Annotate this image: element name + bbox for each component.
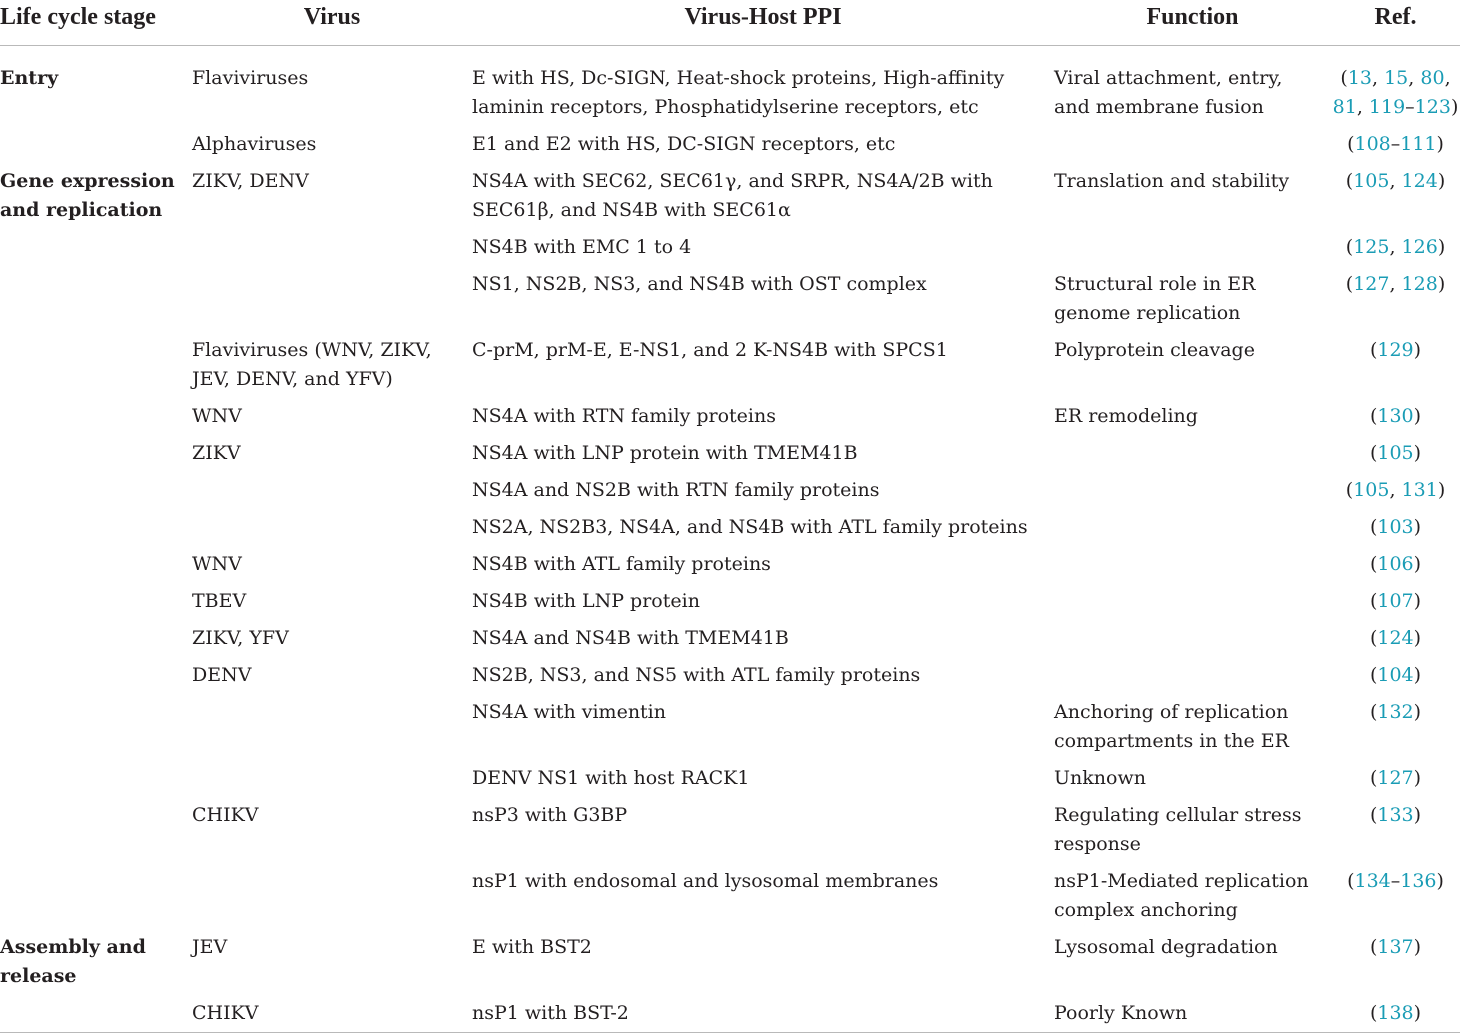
virus-cell: ZIKV, YFV (192, 627, 289, 649)
virus-host-ppi-cell: NS2B, NS3, and NS5 with ATL family proteins (472, 664, 921, 686)
virus-host-ppi-cell: E with HS, Dc-SIGN, Heat-shock proteins, High-affinity laminin receptors, Phosphatidylserine receptors, etc (472, 67, 1005, 118)
table-row (0, 797, 1460, 863)
life-cycle-stage-cell (0, 229, 192, 266)
virus-host-ppi-cell: C-prM, prM-E, E-NS1, and 2 K-NS4B with SPCS1 (472, 339, 948, 361)
reference-link[interactable]: 119 (1368, 96, 1406, 118)
virus-cell: WNV (192, 405, 242, 427)
virus-cell: ZIKV (192, 442, 241, 464)
reference-punctuation: ( (1345, 236, 1354, 258)
reference-link[interactable]: 105 (1377, 442, 1414, 464)
function-cell: Regulating cellular stress response (1054, 804, 1302, 855)
life-cycle-stage-cell (0, 583, 192, 620)
reference-punctuation: , (1444, 67, 1451, 89)
virus-cell: Flaviviruses (192, 67, 309, 89)
reference-punctuation: ) (1413, 442, 1422, 464)
reference-punctuation: ) (1437, 236, 1446, 258)
reference-punctuation: – (1390, 133, 1401, 155)
reference-link[interactable]: 137 (1377, 936, 1414, 958)
reference-punctuation: , (1356, 96, 1369, 118)
virus-cell (192, 472, 472, 509)
header-virus-host-ppi: Virus-Host PPI (472, 0, 1054, 46)
ref-cell (1331, 863, 1460, 929)
life-cycle-stage-cell (0, 509, 192, 546)
reference-link[interactable]: 124 (1377, 627, 1414, 649)
function-cell (1054, 435, 1331, 472)
virus-cell: WNV (192, 553, 242, 575)
reference-punctuation: ) (1413, 590, 1422, 612)
ref-cell (1331, 797, 1460, 863)
reference-punctuation: , (1389, 273, 1402, 295)
table-row (0, 995, 1460, 1033)
header-ref: Ref. (1331, 0, 1460, 46)
header-virus: Virus (192, 0, 472, 46)
reference-link[interactable]: 128 (1401, 273, 1438, 295)
reference-punctuation: ) (1413, 767, 1422, 789)
reference-punctuation: ( (1369, 804, 1378, 826)
reference-punctuation: ) (1413, 627, 1422, 649)
virus-cell: Flaviviruses (WNV, ZIKV, JEV, DENV, and YFV) (192, 339, 432, 390)
virus-host-ppi-cell: nsP3 with G3BP (472, 804, 628, 826)
reference-punctuation: , (1389, 170, 1402, 192)
table-row (0, 332, 1460, 398)
function-cell (1054, 509, 1331, 546)
reference-link[interactable]: 127 (1377, 767, 1414, 789)
ref-cell (1331, 472, 1460, 509)
virus-host-ppi-cell: NS4A with LNP protein with TMEM41B (472, 442, 858, 464)
table-row (0, 760, 1460, 797)
life-cycle-stage-cell (0, 797, 192, 863)
reference-punctuation: ) (1413, 1002, 1422, 1024)
table-row (0, 620, 1460, 657)
reference-link[interactable]: 105 (1353, 479, 1390, 501)
virus-host-ppi-cell: NS4A with vimentin (472, 701, 666, 723)
virus-host-ppi-cell: nsP1 with BST-2 (472, 995, 1054, 1033)
function-cell: Polyprotein cleavage (1054, 339, 1255, 361)
reference-punctuation: ) (1413, 516, 1422, 538)
ref-cell (1331, 266, 1460, 332)
life-cycle-stage-cell: Gene expression and replication (0, 170, 175, 221)
ref-cell (1331, 509, 1460, 546)
reference-link[interactable]: 124 (1401, 170, 1438, 192)
function-cell (1054, 472, 1331, 509)
ref-cell (1331, 546, 1460, 583)
reference-link[interactable]: 111 (1400, 133, 1437, 155)
table-row (0, 229, 1460, 266)
table-row (0, 163, 1460, 229)
table-row (0, 509, 1460, 546)
reference-punctuation: ) (1437, 170, 1446, 192)
life-cycle-stage-cell (0, 332, 192, 398)
virus-cell: Alphaviruses (192, 133, 317, 155)
ref-cell (1331, 126, 1460, 163)
function-cell (1054, 126, 1331, 163)
table-row (0, 435, 1460, 472)
life-cycle-stage-cell (0, 620, 192, 657)
table-row (0, 126, 1460, 163)
reference-punctuation: ) (1413, 936, 1422, 958)
reference-link[interactable]: 127 (1353, 273, 1390, 295)
life-cycle-stage-cell (0, 694, 192, 760)
reference-link[interactable]: 103 (1377, 516, 1414, 538)
table-row (0, 472, 1460, 509)
virus-cell: CHIKV (192, 804, 259, 826)
reference-punctuation: ) (1437, 479, 1446, 501)
reference-punctuation: ( (1369, 664, 1378, 686)
reference-link[interactable]: 81 (1332, 96, 1357, 118)
function-cell: Anchoring of replication compartments in the ER (1054, 701, 1289, 752)
ref-cell (1331, 657, 1460, 694)
reference-punctuation: ) (1413, 804, 1422, 826)
ref-cell (1331, 929, 1460, 995)
ref-cell (1331, 163, 1460, 229)
virus-cell: DENV (192, 664, 252, 686)
table-row (0, 398, 1460, 435)
life-cycle-stage-cell (0, 546, 192, 583)
virus-host-ppi-cell: NS4A with RTN family proteins (472, 405, 776, 427)
virus-host-ppi-cell: NS4B with LNP protein (472, 590, 700, 612)
reference-punctuation: , (1408, 67, 1421, 89)
reference-punctuation: , (1389, 236, 1402, 258)
virus-host-ppi-cell: NS4B with EMC 1 to 4 (472, 236, 692, 258)
reference-punctuation: ) (1436, 133, 1444, 155)
reference-punctuation: ) (1413, 701, 1422, 723)
reference-link[interactable]: 104 (1377, 664, 1414, 686)
reference-punctuation: ( (1347, 133, 1355, 155)
reference-link[interactable]: 13 (1347, 67, 1372, 89)
reference-link[interactable]: 133 (1377, 804, 1414, 826)
function-cell: Unknown (1054, 767, 1146, 789)
ref-cell (1331, 583, 1460, 620)
reference-punctuation: ( (1369, 627, 1378, 649)
reference-link[interactable]: 130 (1377, 405, 1414, 427)
virus-host-ppi-cell: NS4A and NS4B with TMEM41B (472, 627, 789, 649)
reference-link[interactable]: 105 (1353, 170, 1390, 192)
virus-cell: ZIKV, DENV (192, 170, 309, 192)
reference-punctuation: ( (1369, 701, 1378, 723)
reference-punctuation: ( (1345, 273, 1354, 295)
life-cycle-stage-cell (0, 863, 192, 929)
virus-cell: JEV (192, 936, 228, 958)
virus-cell (192, 266, 472, 332)
reference-link[interactable]: 134 (1354, 870, 1391, 892)
virus-host-ppi-cell: NS4A with SEC62, SEC61γ, and SRPR, NS4A/2B with SEC61β, and NS4B with SEC61α (472, 170, 993, 221)
table-row (0, 929, 1460, 995)
table-row (0, 863, 1460, 929)
life-cycle-stage-cell (0, 435, 192, 472)
reference-link[interactable]: 131 (1401, 479, 1438, 501)
life-cycle-stage-cell: Assembly and release (0, 936, 146, 987)
reference-punctuation: ) (1413, 553, 1422, 575)
ref-cell (1331, 332, 1460, 398)
function-cell (1054, 657, 1331, 694)
reference-punctuation: ) (1413, 664, 1422, 686)
reference-punctuation: ( (1369, 936, 1378, 958)
table-body (0, 46, 1460, 1033)
header-life-cycle-stage: Life cycle stage (0, 0, 192, 46)
virus-cell (192, 509, 472, 546)
reference-punctuation: ) (1413, 405, 1422, 427)
table-row (0, 46, 1460, 127)
ref-cell (1331, 398, 1460, 435)
table-row (0, 694, 1460, 760)
reference-punctuation: ( (1369, 1002, 1378, 1024)
reference-punctuation: ( (1369, 339, 1378, 361)
virus-host-ppi-cell: DENV NS1 with host RACK1 (472, 767, 750, 789)
reference-link[interactable]: 15 (1384, 67, 1409, 89)
ref-cell (1331, 760, 1460, 797)
virus-cell (192, 760, 472, 797)
reference-punctuation: ) (1450, 96, 1459, 118)
life-cycle-stage-cell (0, 995, 192, 1033)
virus-cell (192, 863, 472, 929)
table-row (0, 583, 1460, 620)
reference-punctuation: ) (1413, 339, 1422, 361)
function-cell (1054, 229, 1331, 266)
reference-punctuation: ( (1369, 405, 1378, 427)
reference-punctuation: , (1372, 67, 1385, 89)
life-cycle-stage-cell (0, 398, 192, 435)
function-cell (1054, 583, 1331, 620)
table-row (0, 657, 1460, 694)
ref-cell (1331, 620, 1460, 657)
reference-punctuation: ( (1369, 767, 1378, 789)
function-cell: ER remodeling (1054, 405, 1198, 427)
reference-punctuation: ) (1437, 273, 1446, 295)
reference-punctuation: ( (1347, 870, 1355, 892)
reference-link[interactable]: 138 (1377, 1002, 1414, 1024)
reference-link[interactable]: 80 (1420, 67, 1445, 89)
reference-link[interactable]: 108 (1354, 133, 1391, 155)
virus-host-ppi-cell: nsP1 with endosomal and lysosomal membranes (472, 870, 939, 892)
reference-punctuation: ( (1369, 590, 1378, 612)
ref-cell (1331, 694, 1460, 760)
ref-cell (1331, 995, 1460, 1033)
virus-cell (192, 229, 472, 266)
function-cell: Translation and stability (1054, 170, 1290, 192)
ref-cell (1331, 46, 1460, 127)
virus-cell: TBEV (192, 590, 247, 612)
virus-host-ppi-cell: E with BST2 (472, 936, 592, 958)
reference-punctuation: ( (1369, 442, 1378, 464)
reference-punctuation: ( (1340, 67, 1348, 89)
reference-punctuation: ( (1345, 479, 1354, 501)
reference-link[interactable]: 107 (1377, 590, 1414, 612)
ref-cell (1331, 229, 1460, 266)
virus-host-ppi-cell: NS4B with ATL family proteins (472, 553, 771, 575)
table-row (0, 266, 1460, 332)
reference-punctuation: – (1390, 870, 1401, 892)
reference-link[interactable]: 123 (1414, 96, 1451, 118)
function-cell: nsP1-Mediated replication complex anchoring (1054, 870, 1309, 921)
life-cycle-stage-cell (0, 126, 192, 163)
function-cell: Lysosomal degradation (1054, 936, 1278, 958)
virus-host-ppi-cell: NS4A and NS2B with RTN family proteins (472, 479, 880, 501)
reference-link[interactable]: 129 (1377, 339, 1414, 361)
reference-punctuation: – (1405, 96, 1415, 118)
reference-link[interactable]: 136 (1400, 870, 1437, 892)
table-header-row (0, 0, 1460, 46)
virus-cell: CHIKV (192, 995, 472, 1033)
reference-punctuation: ) (1436, 870, 1444, 892)
reference-link[interactable]: 106 (1377, 553, 1414, 575)
life-cycle-stage-cell (0, 657, 192, 694)
table-row (0, 546, 1460, 583)
reference-punctuation: ( (1369, 516, 1378, 538)
virus-cell (192, 694, 472, 760)
virus-host-ppi-cell: NS1, NS2B, NS3, and NS4B with OST complex (472, 273, 927, 295)
virus-host-ppi-cell: E1 and E2 with HS, DC-SIGN receptors, etc (472, 133, 896, 155)
function-cell (1054, 620, 1331, 657)
life-cycle-stage-cell (0, 266, 192, 332)
reference-link[interactable]: 125 (1353, 236, 1390, 258)
life-cycle-stage-cell (0, 760, 192, 797)
reference-link[interactable]: 132 (1377, 701, 1414, 723)
reference-punctuation: ( (1369, 553, 1378, 575)
ref-cell (1331, 435, 1460, 472)
virus-host-ppi-cell: NS2A, NS2B3, NS4A, and NS4B with ATL family proteins (472, 516, 1028, 538)
function-cell: Structural role in ER genome replication (1054, 273, 1256, 324)
header-function: Function (1054, 0, 1331, 46)
reference-punctuation: ( (1345, 170, 1354, 192)
function-cell: Poorly Known (1054, 995, 1331, 1033)
function-cell: Viral attachment, entry, and membrane fusion (1054, 67, 1283, 118)
life-cycle-stage-cell: Entry (0, 67, 59, 89)
life-cycle-stage-cell (0, 472, 192, 509)
reference-link[interactable]: 126 (1401, 236, 1438, 258)
reference-punctuation: , (1389, 479, 1402, 501)
function-cell (1054, 546, 1331, 583)
